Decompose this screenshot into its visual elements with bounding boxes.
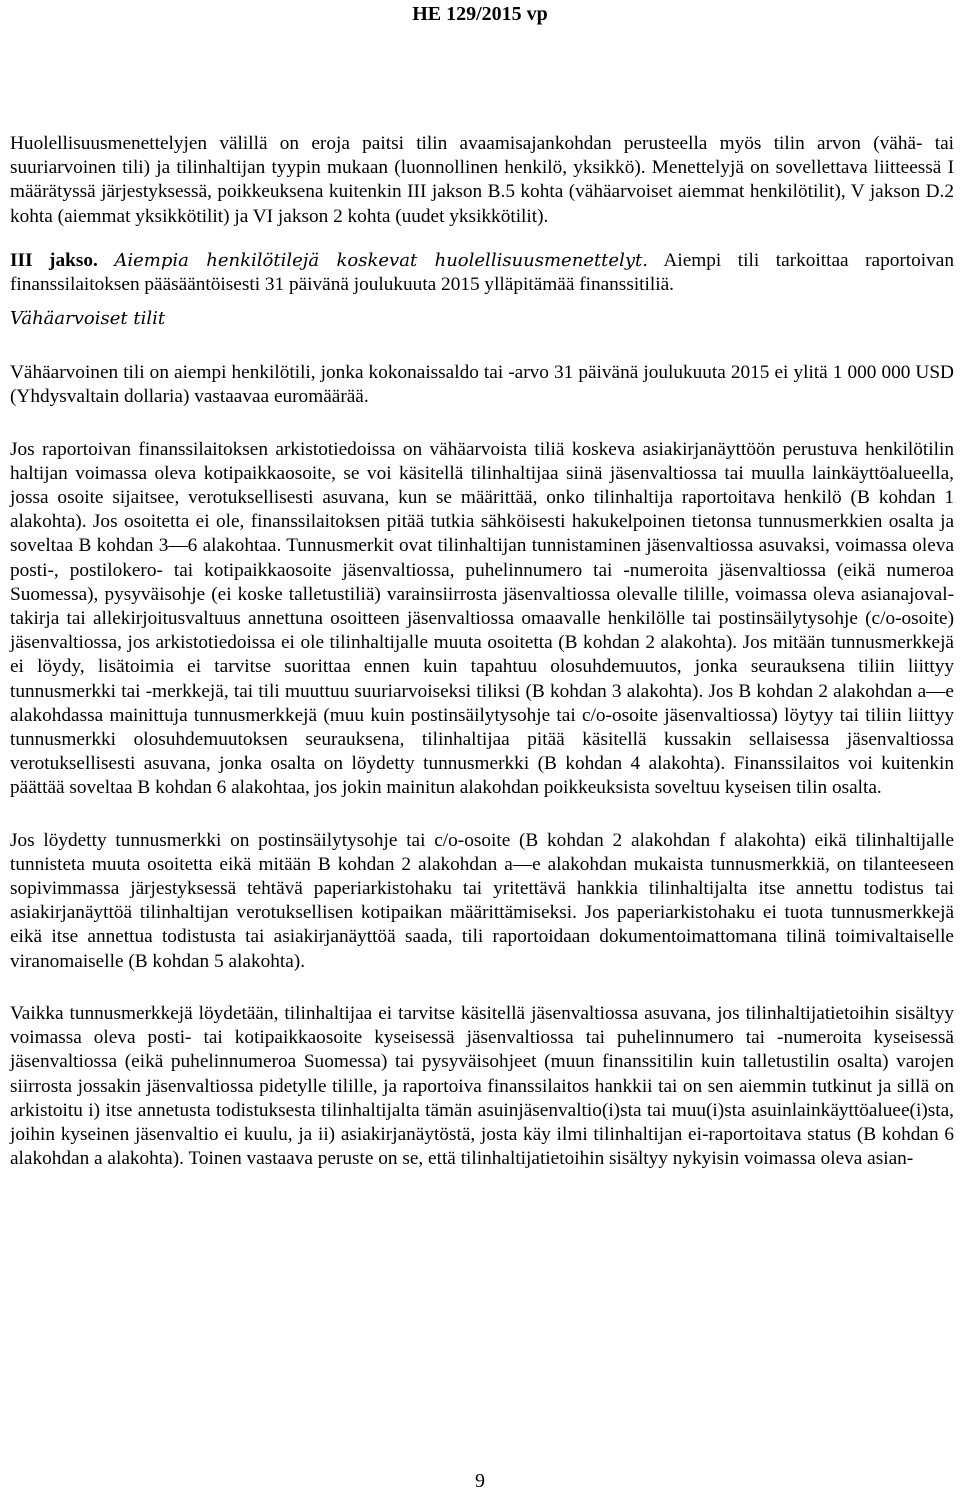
paragraph-low-value-definition: Vähäarvoinen tili on aiempi henkilötili, jonka kokonaissaldo tai -arvo 31 päivänä joulukuuta 2015 ei ylitä 1 000 000 USD (Yhdysvaltain dollaria) vastaavaa euromäärää. bbox=[10, 362, 954, 408]
paragraph-section-iii bbox=[10, 249, 954, 297]
section-heading: III jakso. bbox=[10, 249, 98, 271]
page-number: 9 bbox=[475, 1470, 485, 1492]
document-header: HE 129/2015 vp bbox=[412, 3, 548, 25]
subheading-low-value-accounts: Vähäarvoiset tilit bbox=[10, 308, 166, 330]
document-body bbox=[10, 132, 954, 1171]
section-text: Aiempi tili tarkoittaa raportoivan finanssilaitoksen pääsääntöisesti 31 päivänä joulukuuta 2015 ylläpitämää finanssitiliä. bbox=[10, 249, 954, 296]
paragraph-indicia-search: Jos raportoivan finanssilaitoksen arkistotiedoissa on vähäarvoista tiliä koskeva asiakirjanäyttöön perustuva henkilötilin haltijan voimassa oleva kotipaikkaosoite, se voi käsitellä tilinhaltijaa siinä jäsenvaltiossa tai muulla lainkäyttöalueella, jossa osoite sijaitsee, verotuksellisesti asuvana, kun se määrittää, onko tilinhaltija raportoitava henkilö (B kohdan 1 alakohta). Jos osoitetta ei ole, finanssilaitoksen pitää tutkia sähköisesti hakukelpoinen tietonsa tunnusmerkkien osalta ja soveltaa B kohdan 3—6 alakohtaa. Tunnusmerkit ovat tilinhaltijan tunnistaminen jäsenvaltiossa asuvaksi, voimassa oleva posti-, postilokero- tai kotipaikkaosoite jäsenvaltiossa, puhelinnumero tai -numeroita jäsenvaltiossa (eikä numeroa Suomessa), pysyväisohje (ei koske talletustiliä) varainsiirrosta jäsenvaltiossa olevalle tilille, voimassa oleva asianajovaltakirja tai allekirjoitusvaltuus annettuna osoitteen jäsenvaltiossa omaavalle henkilölle tai postinsäilytysohje (c/o-osoite) jäsenvaltiossa, jos arkistotiedoissa ei ole tilinhaltijalle muuta osoitetta (B kohdan 2 alakohta). Jos mitään tunnusmerkkejä ei löydy, lisätoimia ei tarvitse suorittaa ennen kuin tapahtuu olosuhdemuutos, jonka seurauksena tiliin liittyy tunnusmerkki tai -merkkejä, tai tili muuttuu suuriarvoiseksi tiliksi (B kohdan 3 alakohta). Jos B kohdan 2 alakohdan a—e alakohdassa mainittuja tunnusmerkkejä (muu kuin postinsäilytysohje tai c/o-osoite jäsenvaltiossa) löytyy tai tiliin liittyy tunnusmerkki olosuhdemuutoksen seurauksena, tilinhaltijaa pitää käsitellä kussakin sellaisessa jäsenvaltiossa verotuksellisesti asuvana, jonka osalta on löydetty tunnusmerkki (B kohdan 4 alakohta). Finanssilaitos voi kuitenkin päättää soveltaa B kohdan 6 alakohtaa, jos jokin mainitun alakohdan poikkeuksista soveltuu kyseisen tilin osalta. bbox=[10, 438, 954, 799]
paragraph-procedure-differences: Huolellisuusmenettelyjen välillä on eroja paitsi tilin avaamisajankohdan perusteella myös tilin arvon (vähä- tai suuriarvoinen tili) ja tilinhaltijan tyypin mukaan (luonnollinen henkilö, yksikkö). Menettelyjä on sovellettava liitteessä I määrätyssä järjestyksessä, poikkeuksena kuitenkin III jakson B.5 kohta (vähäarvoiset aiemmat henkilötilit), V jakson D.2 kohta (aiemmat yksikkötilit) ja VI jakson 2 kohta (uudet yksikkötilit). bbox=[10, 133, 954, 227]
section-subtitle: Aiempia henkilötilejä koskevat huolellisuusmenettelyt. bbox=[114, 249, 648, 271]
paragraph-hold-mail: Jos löydetty tunnusmerkki on postinsäilytysohje tai c/o-osoite (B kohdan 2 alakohdan f alakohta) eikä tilinhaltijalle tunnisteta muuta osoitetta eikä mitään B kohdan 2 alakohdan a—e alakohdan mukaista tunnusmerkkiä, on tilanteeseen sopivimmassa järjestyksessä tehtävä paperiarkistohaku tai yritettävä hankkia tilinhaltijalta itse annettu todistus tai asiakirjanäyttöä tilinhaltijan verotuksellisen kotipaikan määrittämiseksi. Jos paperiarkistohaku ei tuota tunnusmerkkejä eikä itse annettua todistusta tai asiakirjanäyttöä saada, tili raportoidaan dokumentoimattomana tilinä toimivaltaiselle viranomaiselle (B kohdan 5 alakohta). bbox=[10, 829, 954, 972]
paragraph-exceptions: Vaikka tunnusmerkkejä löydetään, tilinhaltijaa ei tarvitse käsitellä jäsenvaltiossa asuvana, jos tilinhaltijatietoihin sisältyy voimassa oleva posti- tai kotipaikkaosoite kyseisessä jäsenvaltiossa tai puhelinnumero tai -numeroita kyseisessä jäsenvaltiossa (eikä puhelinnumeroa Suomessa) tai pysyväisohjeet (muun finanssitilin kuin talletustilin osalta) varojen siirrosta jossakin jäsenvaltiossa pidetylle tilille, ja raportoiva finanssilaitos hankkii tai on sen aiemmin tutkinut ja sillä on arkistoitu i) itse annetusta todistuksesta tilinhaltijalta tämän asuinjäsenvaltio(i)sta tai muu(i)sta asuinlainkäyttöaluee(i)sta, joihin kyseinen jäsenvaltio ei kuulu, ja ii) asiakirjanäytöstä, josta käy ilmi tilinhaltijan ei-raportoitava status (B kohdan 6 alakohdan a alakohta). Toinen vastaava peruste on se, että tilinhaltijatietoihin sisältyy nykyisin voimassa oleva asian- bbox=[10, 1002, 954, 1170]
